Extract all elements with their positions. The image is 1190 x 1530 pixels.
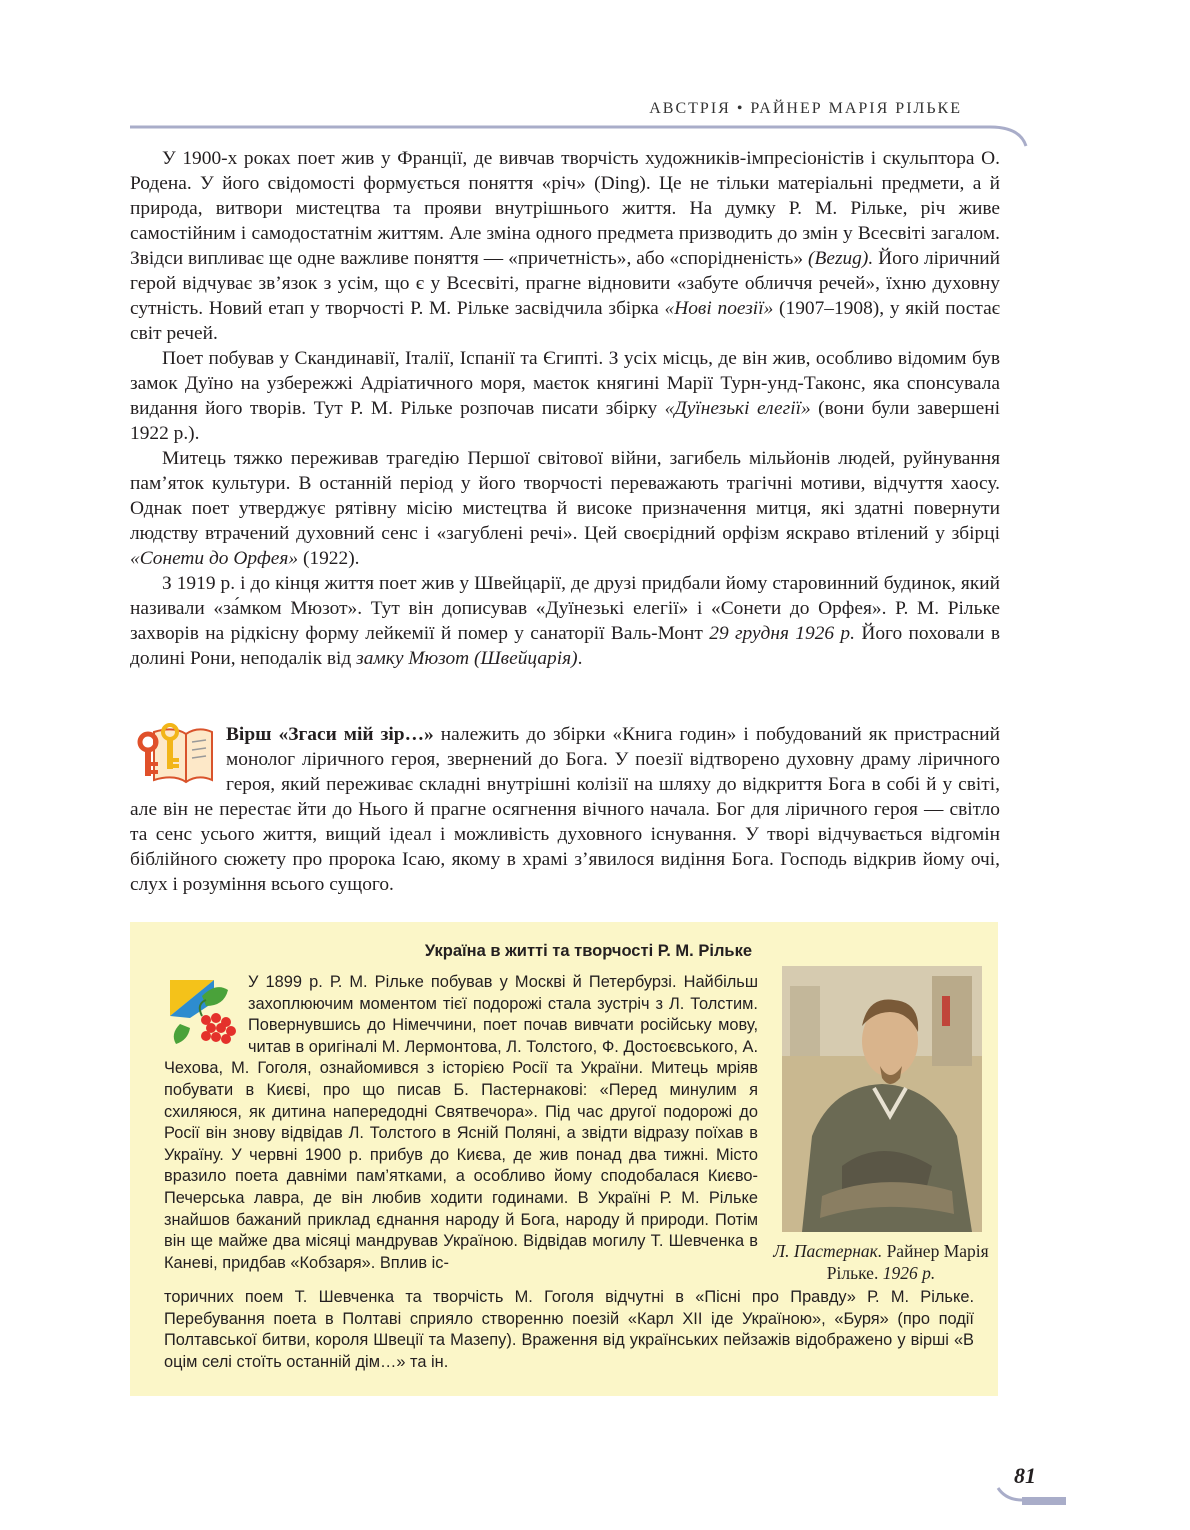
collection-title: «Дуїнезькі елегії» (664, 398, 811, 419)
main-text (130, 146, 1000, 671)
page-number: 81 (1014, 1463, 1036, 1488)
portrait-caption: Л. Пастернак. Райнер Марія Рільке. 1926 р. (773, 1241, 989, 1283)
footer-rule (996, 1482, 1066, 1506)
box-text: У 1899 р. Р. М. Рільке побував у Москві й Петербурзі. Найбільш захоплюючим моментом тієї подорожі стала зустріч з Л. Толстим. Повернувшись до Німеччини, поет почав вивчати російську мову, читав в оригіналі М. Лермонтова, Л. Толстого, Ф. Достоєвського, А. Чехова, М. Гоголя, ознайомився з історією Росії та України. Митець мріяв побувати в Києві, про що писав Б. Пастернакові: «Перед минулим я схиляюся, як дитина напередодні Святвечора». Під час другої подорожі до Росії він знову відвідав Л. Толстого в Ясній Поляні, а звідти відразу поїхав в Україну. У червні 1900 р. прибув до Києва, де жив понад два тижні. Місто вразило поета давніми пам’ятками, а особливо йому сподобалася Києво-Печерська лавра, де він любив ходити годинами. В Україні Р. М. Рільке знайшов бажаний приклад єднання народу й Бога, народу й природи. Потім він ще майже два місяці мандрував Україною. Відвідав могилу Т. Шевченка в Каневі, придбав «Кобзаря». Вплив іс- (164, 973, 758, 1272)
box-text-continuation: торичних поем Т. Шевченка та творчість М. Гоголя відчутні в «Пісні про Правду» Р. М. Рільке. Перебування поета в Полтаві сприяло створенню поезій «Карл XII іде Україною», «Буря» (про події Полтавської битви, короля Швеції та Мазепу). Враження від українських пейзажів відображено у вірші «В оцім селі стоїть останній дім…» та ін. (164, 1288, 974, 1371)
collection-title: «Нові поезії» (664, 298, 774, 319)
paragraph-war: Митець тяжко переживав трагедію Першої світової війни, загибель мільйонів людей, руйнування пам’яток культури. В останній період у його творчості переважають трагічні мотиви, відчуття хаосу. Однак поет утверджує рятівну місію мистецтва й високе призначення митця, які здатні повернути людству втрачений духовний сенс і «загублені речі». Цей своєрідний орфізм яскраво втілений у збірці «Сонети до Орфея» (1922). (130, 448, 1000, 569)
paragraph-switzerland: З 1919 р. і до кінця життя поет жив у Швейцарії, де друзі придбали йому старовинний будинок, який називали «за́мком Мюзот». Тут він дописував «Дуїнезькі елегії» і «Сонети до Орфея». Р. М. Рільке захворів на рідкісну форму лейкемії й помер у санаторії Валь-Монт 29 грудня 1926 р. Його поховали в долині Рони, неподалік від замку Мюзот (Швейцарія). (130, 573, 1000, 669)
poem-title: Вірш «Згаси мій зір…» (226, 724, 434, 745)
poem-analysis: Вірш «Згаси мій зір…» належить до збірки «Книга годин» і побудований як пристрасний монолог ліричного героя, звернений до Бога. У поезії відтворено духовну драму ліричного героя, який переживає складні внутрішні колізії на шляху до відкриття Бога в собі й у світі, але він не перестає йти до Нього й прагне осягнення вічного начала. Бог для ліричного героя — світло та сенс усього життя, вищий ідеал і можливість духовного існування. У творі відчувається відгомін біблійного сюжету про пророка Ісаю, якому в храмі з’явилося видіння Бога. Господь відкрив йому очі, слух і розуміння всього сущого. (130, 724, 1000, 895)
paragraph-france: У 1900-х роках поет жив у Франції, де вивчав творчість художників-імпресіоністів і скульптора О. Родена. У його свідомості формується поняття «річ» (Ding). Це не тільки матеріальні предмети, а й природа, витвори мистецтва та прояви внутрішнього життя. На думку Р. М. Рільке, річ живе самостійним і самодостатнім життям. Але зміна одного предмета призводить до змін у Всесвіті загалом. Звідси випливає ще одне важливе поняття — «причетність», або «спорідненість» (Bezug). Його ліричний герой відчуває зв’язок з усім, що є у Всесвіті, прагне відновити «забуте обличчя речей», їхню духовну сутність. Новий етап у творчості Р. М. Рільке засвідчила збірка «Нові поезії» (1907–1908), у якій постає світ речей. (130, 148, 1001, 344)
caption-author: Л. Пастернак. (773, 1241, 883, 1261)
collection-title: «Сонети до Орфея» (130, 548, 299, 569)
running-head: АВСТРІЯ • РАЙНЕР МАРІЯ РІЛЬКЕ (649, 100, 962, 117)
caption-year: 1926 р. (882, 1263, 936, 1283)
paragraph-travels: Поет побував у Скандинавії, Італії, Іспанії та Єгипті. З усіх місць, де він жив, особливо відомим був замок Дуїно на узбережжі Адріатичного моря, маєток княгині Марії Турн-унд-Таконс, яка спонсувала видання його творів. Тут Р. М. Рільке розпочав писати збірку «Дуїнезькі елегії» (вони були завершені 1922 р.). (130, 348, 1000, 444)
box-title: Україна в житті та творчості Р. М. Рільке (424, 942, 752, 960)
rilke-portrait (782, 966, 982, 1232)
